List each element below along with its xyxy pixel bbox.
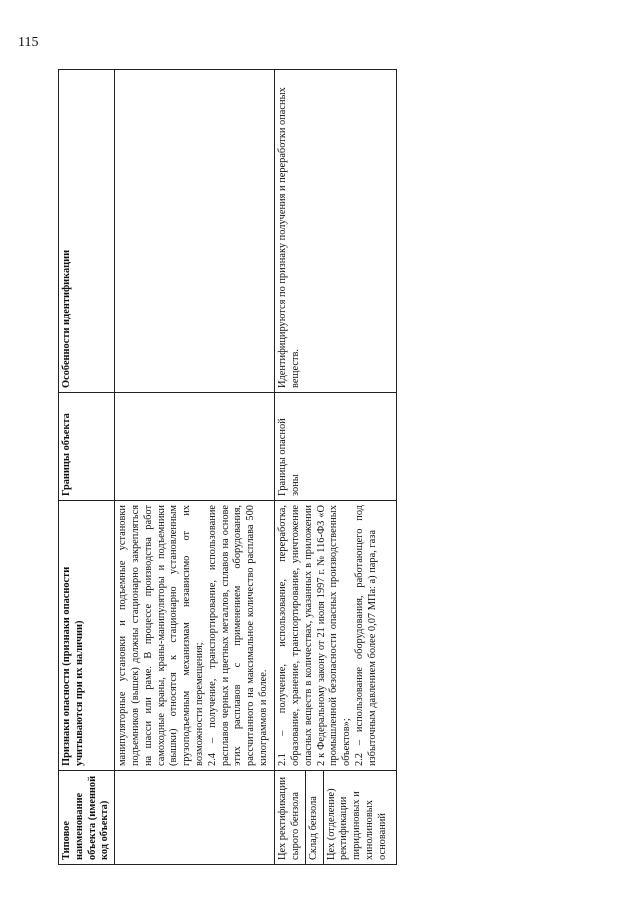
row1-features-cell	[115, 70, 275, 393]
object-name: Цех ректификации сырого бензола	[277, 776, 301, 860]
header-bounds: Границы объекта	[59, 393, 115, 501]
rotated-table-container	[58, 70, 386, 865]
header-type-name: Типовое наименование объекта (именной код объекта)	[59, 771, 115, 865]
row2-features-cell: Идентифицируются по признаку получения и переработки опасных веществ.	[275, 70, 397, 393]
row2-sign-text: 2.1 – получение, использование, переработка, образование, хранение, транспортирование, уничтожение опасных веществ в количествах, указанных в приложении 2 к Федеральному закону от 21 июля 1997 г. № 116-ФЗ «О промышленной безопасности опасных производственных объектов»;	[277, 505, 353, 766]
row2-object-cell	[275, 771, 397, 865]
table-row	[115, 70, 275, 865]
table-row	[275, 70, 397, 865]
row2-signs-cell	[275, 501, 397, 771]
header-signs: Признаки опасности (признаки опасности учитываются при их наличии)	[59, 501, 115, 771]
page-number: 115	[18, 35, 39, 50]
object-name: Цех (отделение) ректификации пиридиновых и хинолиновых оснований	[323, 771, 392, 864]
header-features: Особенности идентификации	[59, 70, 115, 393]
row1-sign-text: 2.4 – получение, транспортирование, использование расплавов черных и цветных металлов, сплавов на основе этих расплавов с применением оборудования, рассчитанного на максимальное количество расплава 500 килограммов и более.	[206, 505, 269, 766]
row1-signs-cell	[115, 501, 275, 771]
row1-object-cell	[115, 771, 275, 865]
row1-bounds-cell	[115, 393, 275, 501]
row2-bounds-cell: Границы опасной зоны	[275, 393, 397, 501]
row2-sign-text: 2.2 – использование оборудования, работающего под избыточным давлением более 0,07 МПа: а) пара, газа	[353, 505, 378, 766]
row1-sign-text: манипуляторные установки и подъемные установки подъемников (вышек) должны стационарно закрепляться на шасси или раме. В процессе производства работ самоходные краны, краны-манипуляторы и подъемники (вышки) относятся к стационарно установленным грузоподъемным механизмам независимо от их возможности перемещения;	[117, 505, 205, 766]
object-name: Склад бензола	[305, 771, 323, 864]
identification-table	[58, 69, 397, 865]
